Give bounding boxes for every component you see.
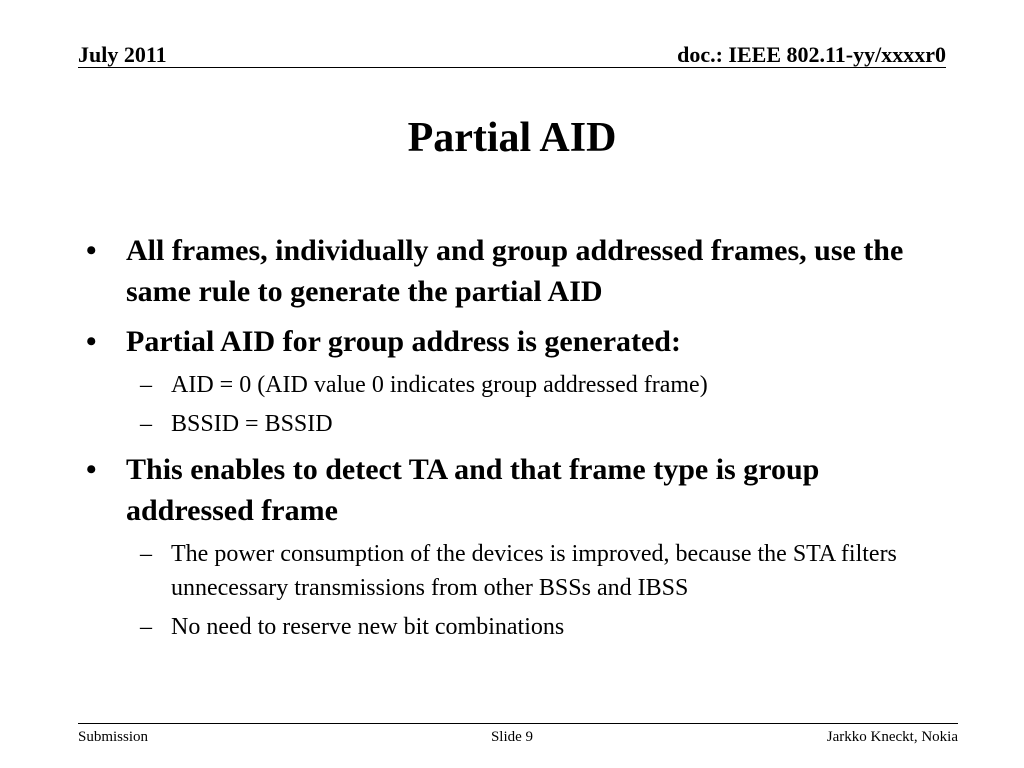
bullet-text: This enables to detect TA and that frame type is group addressed frame	[126, 453, 820, 527]
header-date: July 2011	[78, 42, 167, 67]
header-doc-id: doc.: IEEE 802.11-yy/xxxxr0	[677, 42, 946, 67]
footer-slide-number: Slide 9	[490, 729, 534, 745]
sub-bullet-item	[84, 407, 954, 441]
sub-bullet-item	[84, 537, 954, 605]
sub-bullet-marker: –	[140, 372, 152, 398]
bullet-marker: •	[86, 453, 97, 486]
bullet-item	[84, 321, 954, 362]
slide-title: Partial AID	[407, 115, 617, 161]
sub-bullet-marker: –	[140, 411, 152, 437]
bullet-marker: •	[86, 234, 97, 267]
bullet-text: All frames, individually and group addressed frames, use the same rule to generate the partial AID	[126, 234, 904, 308]
bullet-text: Partial AID for group address is generated:	[126, 325, 681, 358]
sub-bullet-marker: –	[140, 541, 152, 567]
sub-bullet-text: AID = 0 (AID value 0 indicates group addressed frame)	[171, 372, 708, 398]
bullet-item	[84, 230, 954, 312]
bullet-marker: •	[86, 325, 97, 358]
bullet-item	[84, 449, 954, 531]
header-divider	[78, 67, 946, 68]
sub-bullet-item	[84, 610, 954, 644]
sub-bullet-text: BSSID = BSSID	[171, 411, 333, 437]
sub-bullet-item	[84, 368, 954, 402]
footer-submission: Submission	[78, 729, 149, 745]
sub-bullet-text: No need to reserve new bit combinations	[171, 614, 565, 640]
footer-divider	[78, 723, 958, 724]
bullet-list	[84, 230, 954, 652]
sub-bullet-text: The power consumption of the devices is improved, because the STA filters unnecessary transmissions from other BSSs and IBSS	[171, 541, 897, 601]
footer-author: Jarkko Kneckt, Nokia	[826, 729, 958, 745]
sub-bullet-marker: –	[140, 614, 152, 640]
